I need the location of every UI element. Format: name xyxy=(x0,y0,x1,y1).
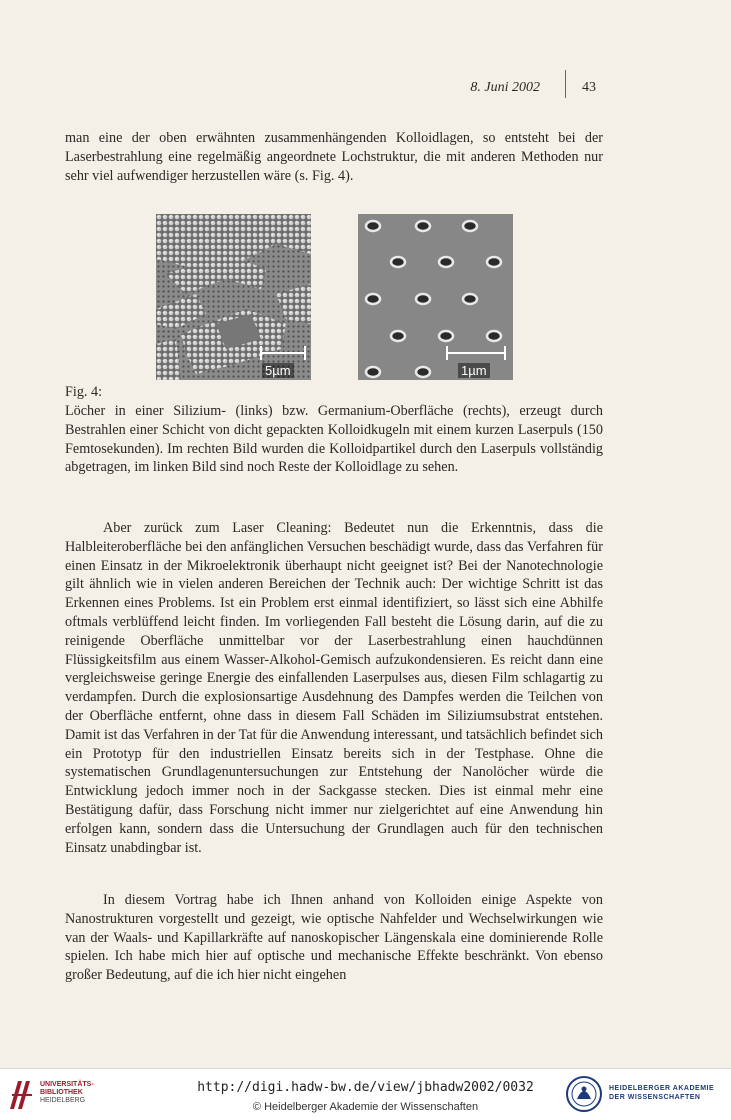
academy-seal-icon[interactable] xyxy=(565,1075,603,1113)
scale-label-left: 5µm xyxy=(262,363,294,378)
figure-caption: Löcher in einer Silizium- (links) bzw. Germanium-Oberfläche (rechts), erzeugt durch Bestrahlen einer Schicht von dicht gepackten Kolloidkugeln mit einem kurzen Laserpuls (150 Femtosekunden). Im rechten Bild wurden die Kolloidpartikel durch den Laserpuls vollständig abgetragen, im linken Bild sind noch Reste der Kolloidlage zu sehen. xyxy=(65,403,603,476)
academy-name[interactable] xyxy=(609,1084,714,1102)
body-paragraph-1: Aber zurück zum Laser Cleaning: Bedeutet nun die Erkenntnis, dass die Halbleiteroberfläche bei den anfänglichen Versuchen beschädigt wurde, dass das Verfahren für einen Einsatz in der Mikroelektronik überhaupt nicht geeignet ist? Bei der Nanotechnologie gilt ähnlich wie in vielen anderen Bereichen der Technik auch: Der wichtige Schritt ist das Erkennen eines Problems. Ist ein Problem erst einmal identifiziert, so lässt sich eine Abhilfe oftmals verblüffend leicht finden. Im vorliegenden Fall besteht die Lösung darin, auf die zu reinigende Oberfläche unmittelbar vor der Laserbestrahlung einen hauchdünnen Flüssigkeitsfilm aus einem Wasser-Alkohol-Gemisch aufzukondensieren. Es reicht dann eine vergleichsweise geringe Energie des einfallenden Laserpulses aus, diesen Film schlagartig zu verdampfen. Durch die explosionsartige Ausdehnung des Dampfes werden die Teilchen von der Oberfläche entfernt, ohne dass in diesem Fall Schäden im Siliziumsubstrat entstehen. Damit ist das Verfahren in der Tat für die Anwendung interessant, und tatsächlich befindet sich ein Prototyp für den industriellen Einsatz bereits sich in der Testphase. Ohne die systematischen Grundlagenuntersuchungen zur Entstehung der Nanolöcher würde die Entwicklung jedoch immer noch in der Sackgasse stecken. Dies ist einmal mehr eine Bestätigung dafür, dass Forschung nicht immer nur zielgerichtet auf eine Anwendung hin erfolgen kann, sondern dass die Untersuchung der Grundlagen auch für den technischen Einsatz unabdingbar ist. xyxy=(65,520,603,856)
library-line-1: UNIVERSITÄTS- xyxy=(40,1081,94,1088)
library-line-3: HEIDELBERG xyxy=(40,1097,86,1104)
silicon-micrograph xyxy=(156,214,311,380)
intro-paragraph: man eine der oben erwähnten zusammenhängenden Kolloidlagen, so entsteht bei der Laserbestrahlung eine regelmäßig angeordnete Lochstruktur, die mit anderen Methoden nur sehr viel aufwendiger herzustellen wäre (s. Fig. 4). xyxy=(65,130,603,184)
copyright-text: © Heidelberger Akademie der Wissenschaften xyxy=(252,1101,479,1113)
header-divider xyxy=(565,70,566,98)
figure-germanium-image xyxy=(358,214,513,380)
figure-label: Fig. 4: xyxy=(65,384,103,400)
academy-line-1: HEIDELBERGER AKADEMIE xyxy=(609,1085,715,1092)
permalink-url[interactable]: http://digi.hadw-bw.de/view/jbhadw2002/0032 xyxy=(197,1080,534,1095)
germanium-micrograph xyxy=(358,214,513,380)
footer-bar xyxy=(0,1068,731,1120)
scale-label-right: 1µm xyxy=(458,363,490,378)
figure-silicon-image xyxy=(156,214,311,380)
academy-line-2: DER WISSENSCHAFTEN xyxy=(609,1094,701,1101)
library-line-2: BIBLIOTHEK xyxy=(40,1089,83,1096)
body-paragraph-2: In diesem Vortrag habe ich Ihnen anhand von Kolloiden einige Aspekte von Nanostrukturen vorgestellt und gezeigt, wie optische Nahfelder und Wechselwirkungen wie van der Waals- und Kapillarkräfte auf nanoskopischer Längenskala eine dominierende Rolle spielen. Ich habe mich hier auf optische und mechanische Effekte beschränkt. Von ebenso großer Bedeutung, auf die ich hier nicht eingehen xyxy=(65,892,603,984)
header-date: 8. Juni 2002 xyxy=(470,80,540,95)
page-number: 43 xyxy=(582,80,596,95)
